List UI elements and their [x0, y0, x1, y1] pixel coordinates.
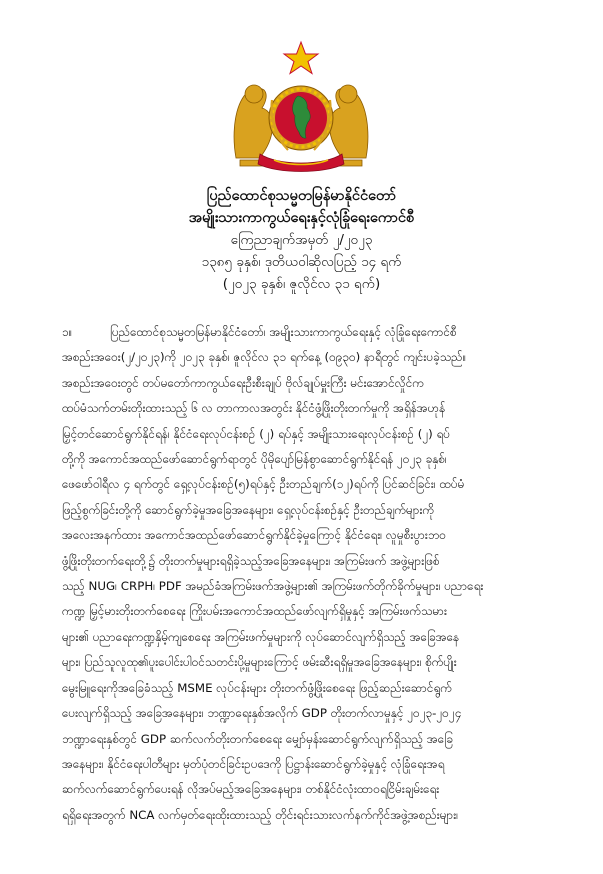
emblem-central-disc [269, 86, 333, 150]
body-line-8: ဖြည့်စွက်ခြင်းတို့ကို ဆောင်ရွက်ခဲ့မှုအခြေအနေများ၊ ရှေ့လုပ်ငန်းစဉ်နှင့် ဦးတည်ချက်များကို [62, 502, 435, 517]
body-line-19: ဆက်လက်ဆောင်ရွက်ပေးရန် လိုအပ်မည့်အခြေအနေများ၊ တစ်နိုင်ငံလုံးထာဝရငြိမ်းချမ်းရေး [62, 782, 440, 797]
body-line-12: ကဏ္ဍ မြှင့်မားတိုးတက်စေရေး ကြိုးပမ်းအကောင်အထည်ဖော်လျက်ရှိမှုနှင့် အကြမ်းဖက်သမား [62, 604, 448, 619]
body-line-1: ၁။ ပြည်ထောင်စုသမ္မတမြန်မာနိုင်ငံတော်၊ အမျိုးသားကာကွယ်ရေးနှင့် လုံခြုံရေးကောင်စီ [62, 320, 569, 345]
body-line-6: တို့ကို အကောင်အထည်ဖော်ဆောင်ရွက်ရာတွင် ပိုမိုပျော်မြန်စွာဆောင်ရွက်နိုင်ရန် ၂၀၂၃ ခုနှစ်၊ [62, 452, 447, 467]
body-line-5: မြှင့်တင်ဆောင်ရွက်နိုင်ရန်၊ နိုင်ငံရေးလုပ်ငန်းစဉ် (၂) ရပ်နှင့် အမျိုးသားရေးလုပ်ငန်းစဉ် (၂) ရပ် [62, 426, 451, 441]
body-line-10: ဖွံ့ဖြိုးတိုးတက်ရေးတို့၌ တိုးတက်မှုများရရှိခဲ့သည့်အခြေအနေများ၊ အကြမ်းဖက် အဖွဲ့များဖြစ် [62, 553, 440, 568]
document-header [0, 185, 603, 295]
body-line-2: အစည်းအဝေး(၂/၂၀၂၃)ကို ၂၀၂၃ ခုနှစ်၊ ဇူလိုင်လ ၃၁ ရက်နေ့ (၀၉၃၀) နာရီတွင် ကျင်းပခဲ့သည်။ [62, 350, 467, 365]
gregorian-date: (၂၀၂၃ ခုနှစ်၊ ဇူလိုင်လ ၃၁ ရက်) [222, 276, 381, 292]
myanmar-calendar-date: ၁၃၈၅ ခုနှစ်၊ ဒုတိယဝါဆိုလပြည့် ၁၄ ရက် [201, 254, 402, 270]
body-line-17: ဘဏ္ဍာရေးနှစ်တွင် GDP ဆက်လက်တိုးတက်စေရေး မျှော်မှန်းဆောင်ရွက်လျက်ရှိသည့် အခြေ [62, 731, 454, 746]
announcement-number: ကြေညာချက်အမှတ် ၂/၂၀၂၃ [230, 232, 373, 248]
body-line-11: သည့် NUG၊ CRPH၊ PDF အမည်ခံအကြမ်းဖက်အဖွဲ့များ၏ အကြမ်းဖက်တိုက်ခိုက်မှုများ၊ ပညာရေး [62, 579, 484, 594]
body-line-14: များ၊ ပြည်သူလူထု၏ပူးပေါင်းပါဝင်သတင်းပို့မှုများကြောင့် ဖမ်းဆီးရရှိမှုအခြေအနေများ၊ စိုက်ပျိုး [62, 655, 457, 670]
body-line-9: အလေးအနက်ထား အကောင်အထည်ဖော်ဆောင်ရွက်နိုင်ခဲ့မှုကြောင့် နိုင်ငံရေး၊ လူမှုစီးပွားဘဝ [62, 528, 446, 543]
announcement-body [62, 320, 569, 828]
emblem-left-lion [234, 85, 272, 166]
body-line-18: အနေများ၊ နိုင်ငံရေးပါတီများ မှတ်ပုံတင်ခြင်းဥပဒေကို ပြဋ္ဌာန်းဆောင်ရွက်ခဲ့မှုနှင့် လုံခြုံရေးအရ [62, 756, 445, 771]
council-name: အမျိုးသားကာကွယ်ရေးနှင့်လုံခြုံရေးကောင်စီ [188, 210, 415, 226]
emblem-star [284, 42, 318, 74]
body-line-13: များ၏ ပညာရေးကဏ္ဍနှိမ့်ကျစေရေး အကြမ်းဖက်မှုများကို လုပ်ဆောင်လျက်ရှိသည့် အခြေအနေ [62, 629, 460, 644]
body-line-3: အစည်းအဝေးတွင် တပ်မတော်ကာကွယ်ရေးဦးစီးချုပ် ဗိုလ်ချုပ်မှူးကြီး မင်းအောင်လှိုင်က [62, 375, 424, 390]
body-line-7: ဖေဖော်ဝါရီလ ၄ ရက်တွင် ရှေ့လုပ်ငန်းစဉ်(၅)ရပ်နှင့် ဦးတည်ချက်(၁၂)ရပ်ကို ပြင်ဆင်ခြင်း၊ ထပ်မံ [62, 477, 465, 492]
state-emblem-icon [226, 40, 376, 178]
country-name: ပြည်ထောင်စုသမ္မတမြန်မာနိုင်ငံတော် [206, 188, 397, 204]
emblem-base-scroll [258, 154, 344, 172]
emblem-right-lion [329, 85, 367, 166]
body-line-16: ပေးလျက်ရှိသည့် အခြေအနေများ၊ ဘဏ္ဍာရေးနှစ်အလိုက် GDP တိုးတက်လာမှုနှင့် ၂၀၂၃-၂၀၂၄ [62, 706, 462, 721]
body-line-4: ထပ်မံသက်တမ်းတိုးထားသည့် ၆ လ တာကာလအတွင်း နိုင်ငံဖွံ့ဖြိုးတိုးတက်မှုကို အရှိန်အဟုန် [62, 401, 446, 416]
paragraph-number: ၁။ [62, 325, 73, 339]
body-line-15: မွေးမြူရေးကိုအခြေခံသည့် MSME လုပ်ငန်းများ တိုးတက်ဖွံ့ဖြိုးစေရေး ဖြည့်ဆည်းဆောင်ရွက် [62, 680, 452, 695]
body-line-20: ရရှိရေးအတွက် NCA လက်မှတ်ရေးထိုးထားသည့် တိုင်းရင်းသားလက်နက်ကိုင်အဖွဲ့အစည်းများ၊ [62, 807, 459, 822]
